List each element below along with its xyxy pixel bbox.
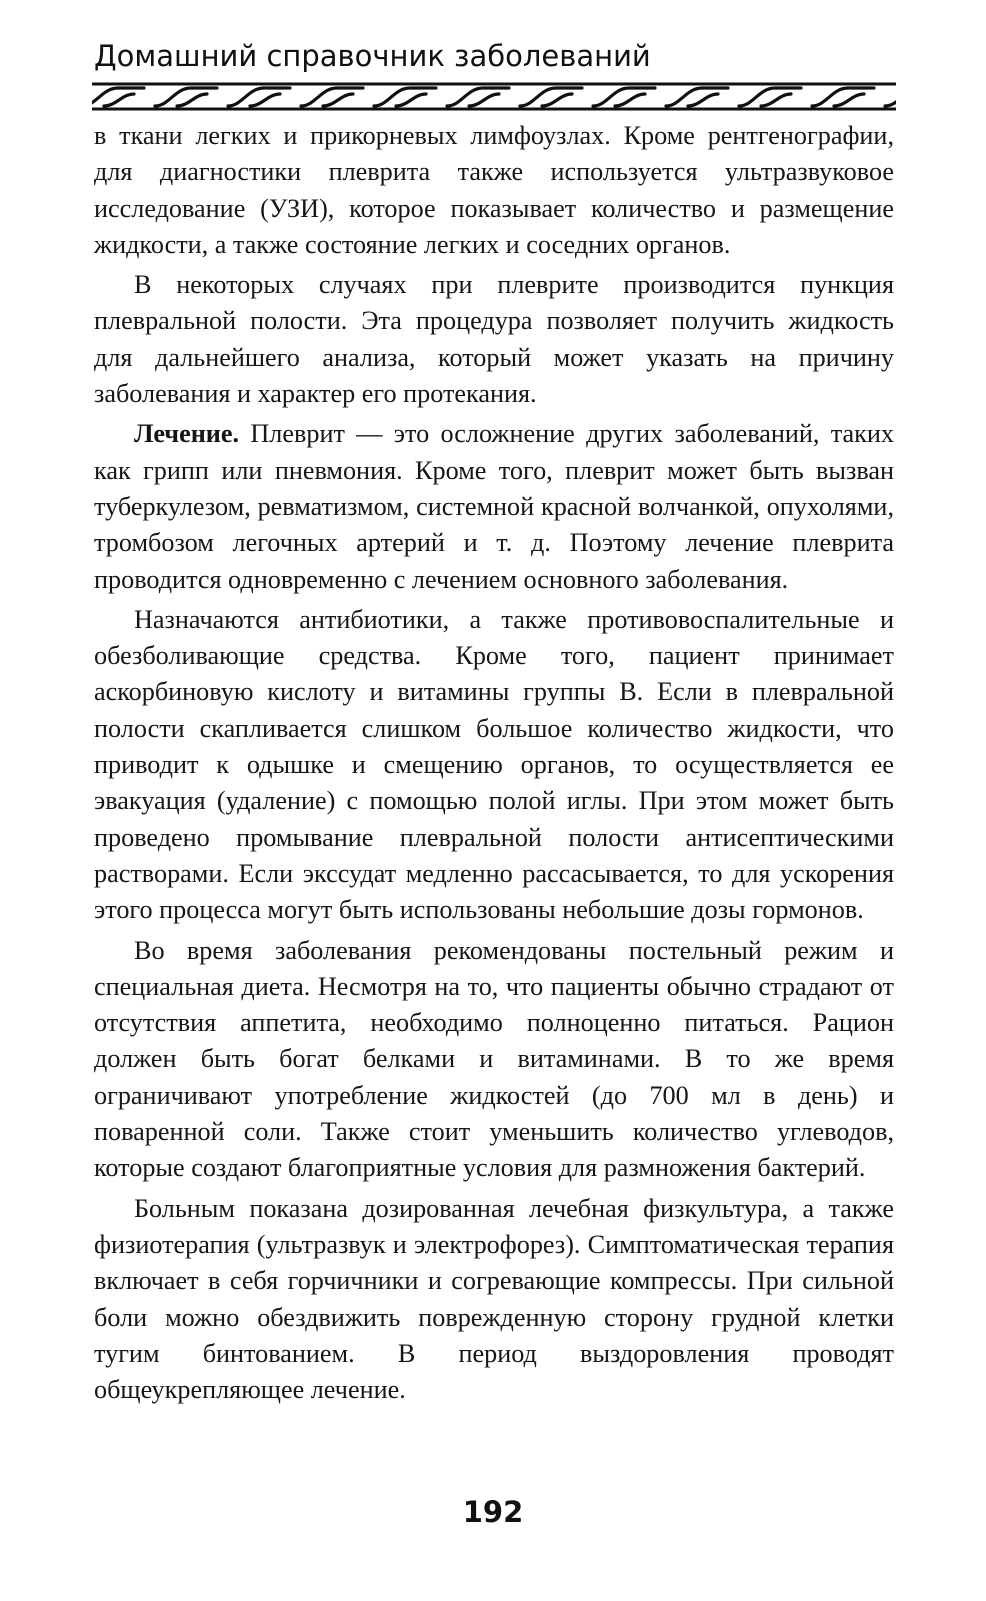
paragraph-continued <box>94 118 894 263</box>
run-in-heading: Лечение. <box>134 419 240 449</box>
paragraph-text: Во время заболевания рекомендованы постельный режим и специальная диета. Несмотря на то, что пациенты обычно страдают от отсутствия аппетита, необходимо полноценно питаться. Рацион должен быть богат белками и витаминами. В то же время ограничивают употребление жидкостей (до 700 мл в день) и поваренной соли. Также стоит уменьшить количество углеводов, которые создают благоприятные условия для размножения бактерий. <box>94 935 894 1183</box>
paragraph-text: Плеврит — это осложнение других заболеваний, таких как грипп или пневмония. Кроме того, плеврит может быть вызван туберкулезом, ревматизмом, системной красной волчанкой, опухолями, тромбозом легочных артерий и т. д. Поэтому лечение плеврита проводится одновременно с лечением основного заболевания. <box>94 419 894 594</box>
rope-twist <box>885 88 896 106</box>
running-head: Домашний справочник заболеваний <box>94 39 651 73</box>
rope-twist <box>250 94 280 106</box>
paragraph-text: Больным показана дозированная лечебная физкультура, а также физиотерапия (ультразвук и электрофорез). Симптоматическая терапия включает в себя горчичники и согревающие компрессы. При сильной боли можно обездвижить поврежденную сторону грудной клетки тугим бинтованием. В период выздоровления проводят общеукрепляющее лечение. <box>94 1193 894 1405</box>
rope-twist <box>688 94 718 106</box>
rope-twist <box>761 94 791 106</box>
paragraph-text: В некоторых случаях при плеврите производится пункция плевральной полости. Эта процедура позволяет получить жидкость для дальнейшего анализа, который может указать на причину заболевания и характер его протекания. <box>94 270 894 409</box>
rope-twist <box>396 94 426 106</box>
paragraph-text: в ткани легких и прикорневых лимфоузлах. Кроме рентгенографии, для диагностики плеврита также используется ультразвуковое исследование (УЗИ), которое показывает количество и размещение жидкости, а также состояние легких и соседних органов. <box>94 121 894 259</box>
paragraph <box>94 933 894 1187</box>
page-number: 192 <box>462 1495 524 1529</box>
text-block <box>94 118 894 1412</box>
decorative-rope-rule <box>92 80 896 112</box>
rope-twist <box>323 94 353 106</box>
rope-twist <box>542 94 572 106</box>
rope-twist <box>615 94 645 106</box>
paragraph-text: Назначаются антибиотики, а также противовоспалительные и обезболивающие средства. Кроме того, пациент принимает аскорбиновую кислоту и витамины группы В. Если в плевральной полости скапливается слишком большое количество жидкости, что приводит к одышке и смещению органов, то осуществляется ее эвакуация (удаление) с помощью полой иглы. При этом может быть проведено промывание плевральной полости антисептическими растворами. Если экссудат медленно рассасывается, то для ускорения этого процесса могут быть использованы небольшие дозы гормонов. <box>94 604 894 925</box>
paragraph-treatment <box>94 416 894 597</box>
paragraph <box>94 602 894 929</box>
paragraph <box>94 267 894 412</box>
rope-twist <box>104 94 134 106</box>
rope-twist <box>177 94 207 106</box>
rope-twist <box>469 94 499 106</box>
rope-twist <box>92 88 144 106</box>
rope-twist <box>834 94 864 106</box>
paragraph <box>94 1191 894 1409</box>
